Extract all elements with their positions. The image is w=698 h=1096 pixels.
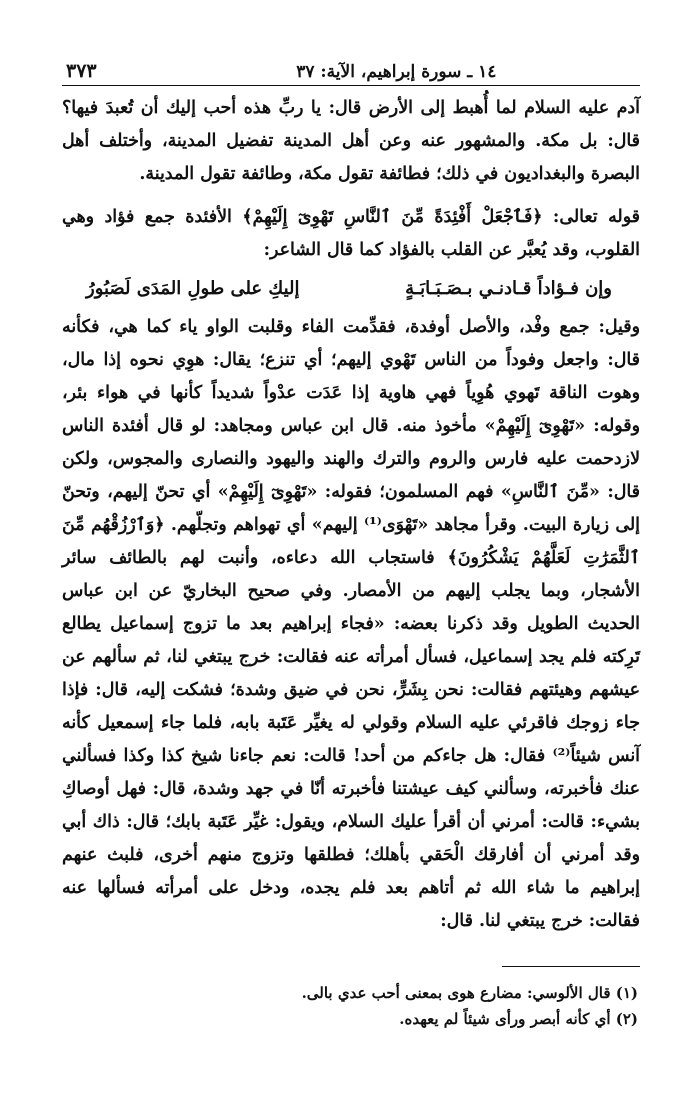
footnote-separator: [502, 966, 640, 967]
footnotes: [62, 980, 638, 1032]
footnote-2: (٢) أي كأنه أبصر ورأى شيئاً لم يعهده.: [399, 1010, 638, 1028]
poetry-verse: [62, 269, 640, 309]
footnote-1: (١) قال الألوسي: مضارع هوى بمعنى أحب عدي بالى.: [301, 984, 638, 1002]
paragraph-verse-commentary: قوله تعالى: ﴿فَٱجْعَلْ أَفْئِدَةً مِّنَ ٱلنَّاسِ تَهْوِىٓ إِلَيْهِمْ﴾ الأفئدة جمع فؤاد وهي القلوب، وقد يُعبَّر عن القلب بالفؤاد كما قال الشاعر:: [62, 207, 640, 260]
page-number: ٣٧٣: [66, 60, 97, 82]
paragraph-main: وقيل: جمع وفْد، والأصل أوفدة، فقدِّمت الفاء وقلبت الواو ياء كما هي، فكأنه قال: واجعل وفوداً من الناس تَهْوي إليهم؛ أي تنزع؛ يقال: هوِي نحوه إذا مال، وهوت الناقة تَهوي هُوِياً فهي هاوية إذا عَدَت عدْواً شديداً كأنها في هواء بئر، وقوله: «تَهْوِىٓ إِلَيْهِمْ» مأخوذ منه. قال ابن عباس ومجاهد: لو قال أفئدة الناس لازدحمت عليه فارس والروم والترك والهند واليهود والنصارى والمجوس، ولكن قال: «مِّنَ ٱلنَّاسِ» فهم المسلمون؛ فقوله: «تَهْوِىٓ إِلَيْهِمْ» أي تحنّ إليهم، وتحنّ إلى زيارة البيت. وقرأ مجاهد «تَهْوَى⁽¹⁾ إليهم» أي تهواهم وتجلّهم. ﴿وَٱرْزُقْهُم مِّنَ ٱلثَّمَرَٰتِ لَعَلَّهُمْ يَشْكُرُونَ﴾ فاستجاب الله دعاءه، وأنبت لهم بالطائف سائر الأشجار، وبما يجلب إليهم من الأمصار. وفي صحيح البخاريّ عن ابن عباس الحديث الطويل وقد ذكرنا بعضه: «فجاء إبراهيم بعد ما تزوج إسماعيل يطالع تَرِكته فلم يجد إسماعيل، فسأل أمرأته عنه فقالت: خرج يبتغي لنا، ثم سألهم عن عيشهم وهيئتهم فقالت: نحن بِشَرٍّ، نحن في ضيق وشدة؛ فشكت إليه، قال: فإذا جاء زوجك فاقرئي عليه السلام وقولي له يغيِّر عَتَبة بابه، فلما جاء إسمعيل كأنه آنس شيئاً⁽²⁾ فقال: هل جاءكم من أحد! قالت: نعم جاءنا شيخ كذا وكذا فسألني عنك فأخبرته، وسألني كيف عيشتنا فأخبرته أنّا في جهد وشدة، قال: فهل أوصاكِ بشيء: قالت: أمرني أن أقرأ عليك السلام، ويقول: غيِّر عَتَبة بابك؛ قال: ذاك أبي وقد أمرني أن أفارقك الْحَقي بأهلك؛ فطلقها وتزوج منهم أخرى، فلبث عنهم إبراهيم ما شاء الله ثم أتاهم بعد فلم يجده، ودخل على أمرأته فسألها عنه فقالت: خرج يبتغي لنا. قال:: [62, 317, 641, 931]
running-header: [62, 60, 640, 86]
page-body: [62, 92, 640, 938]
paragraph-intro: آدم عليه السلام لما أُهبط إلى الأرض قال: يا ربِّ هذه أحب إليك أن تُعبدَ فيها؟ قال: بل مكة. والمشهور عنه وعن أهل المدينة تفضيل المدينة، وأختلف أهل البصرة والبغداديون في ذلك؛ فطائفة تقول مكة، وطائفة تقول المدينة.: [62, 98, 640, 184]
verse-second-hemistich: إليكِ على طولِ المَدَى لَصَبُورُ: [86, 278, 300, 299]
surah-info: ١٤ ـ سورة إبراهيم، الآية: ٣٧: [296, 62, 497, 82]
verse-first-hemistich: وإن فـؤاداً قـادنـي بـصَـبَـابَـةٍ: [405, 278, 612, 299]
